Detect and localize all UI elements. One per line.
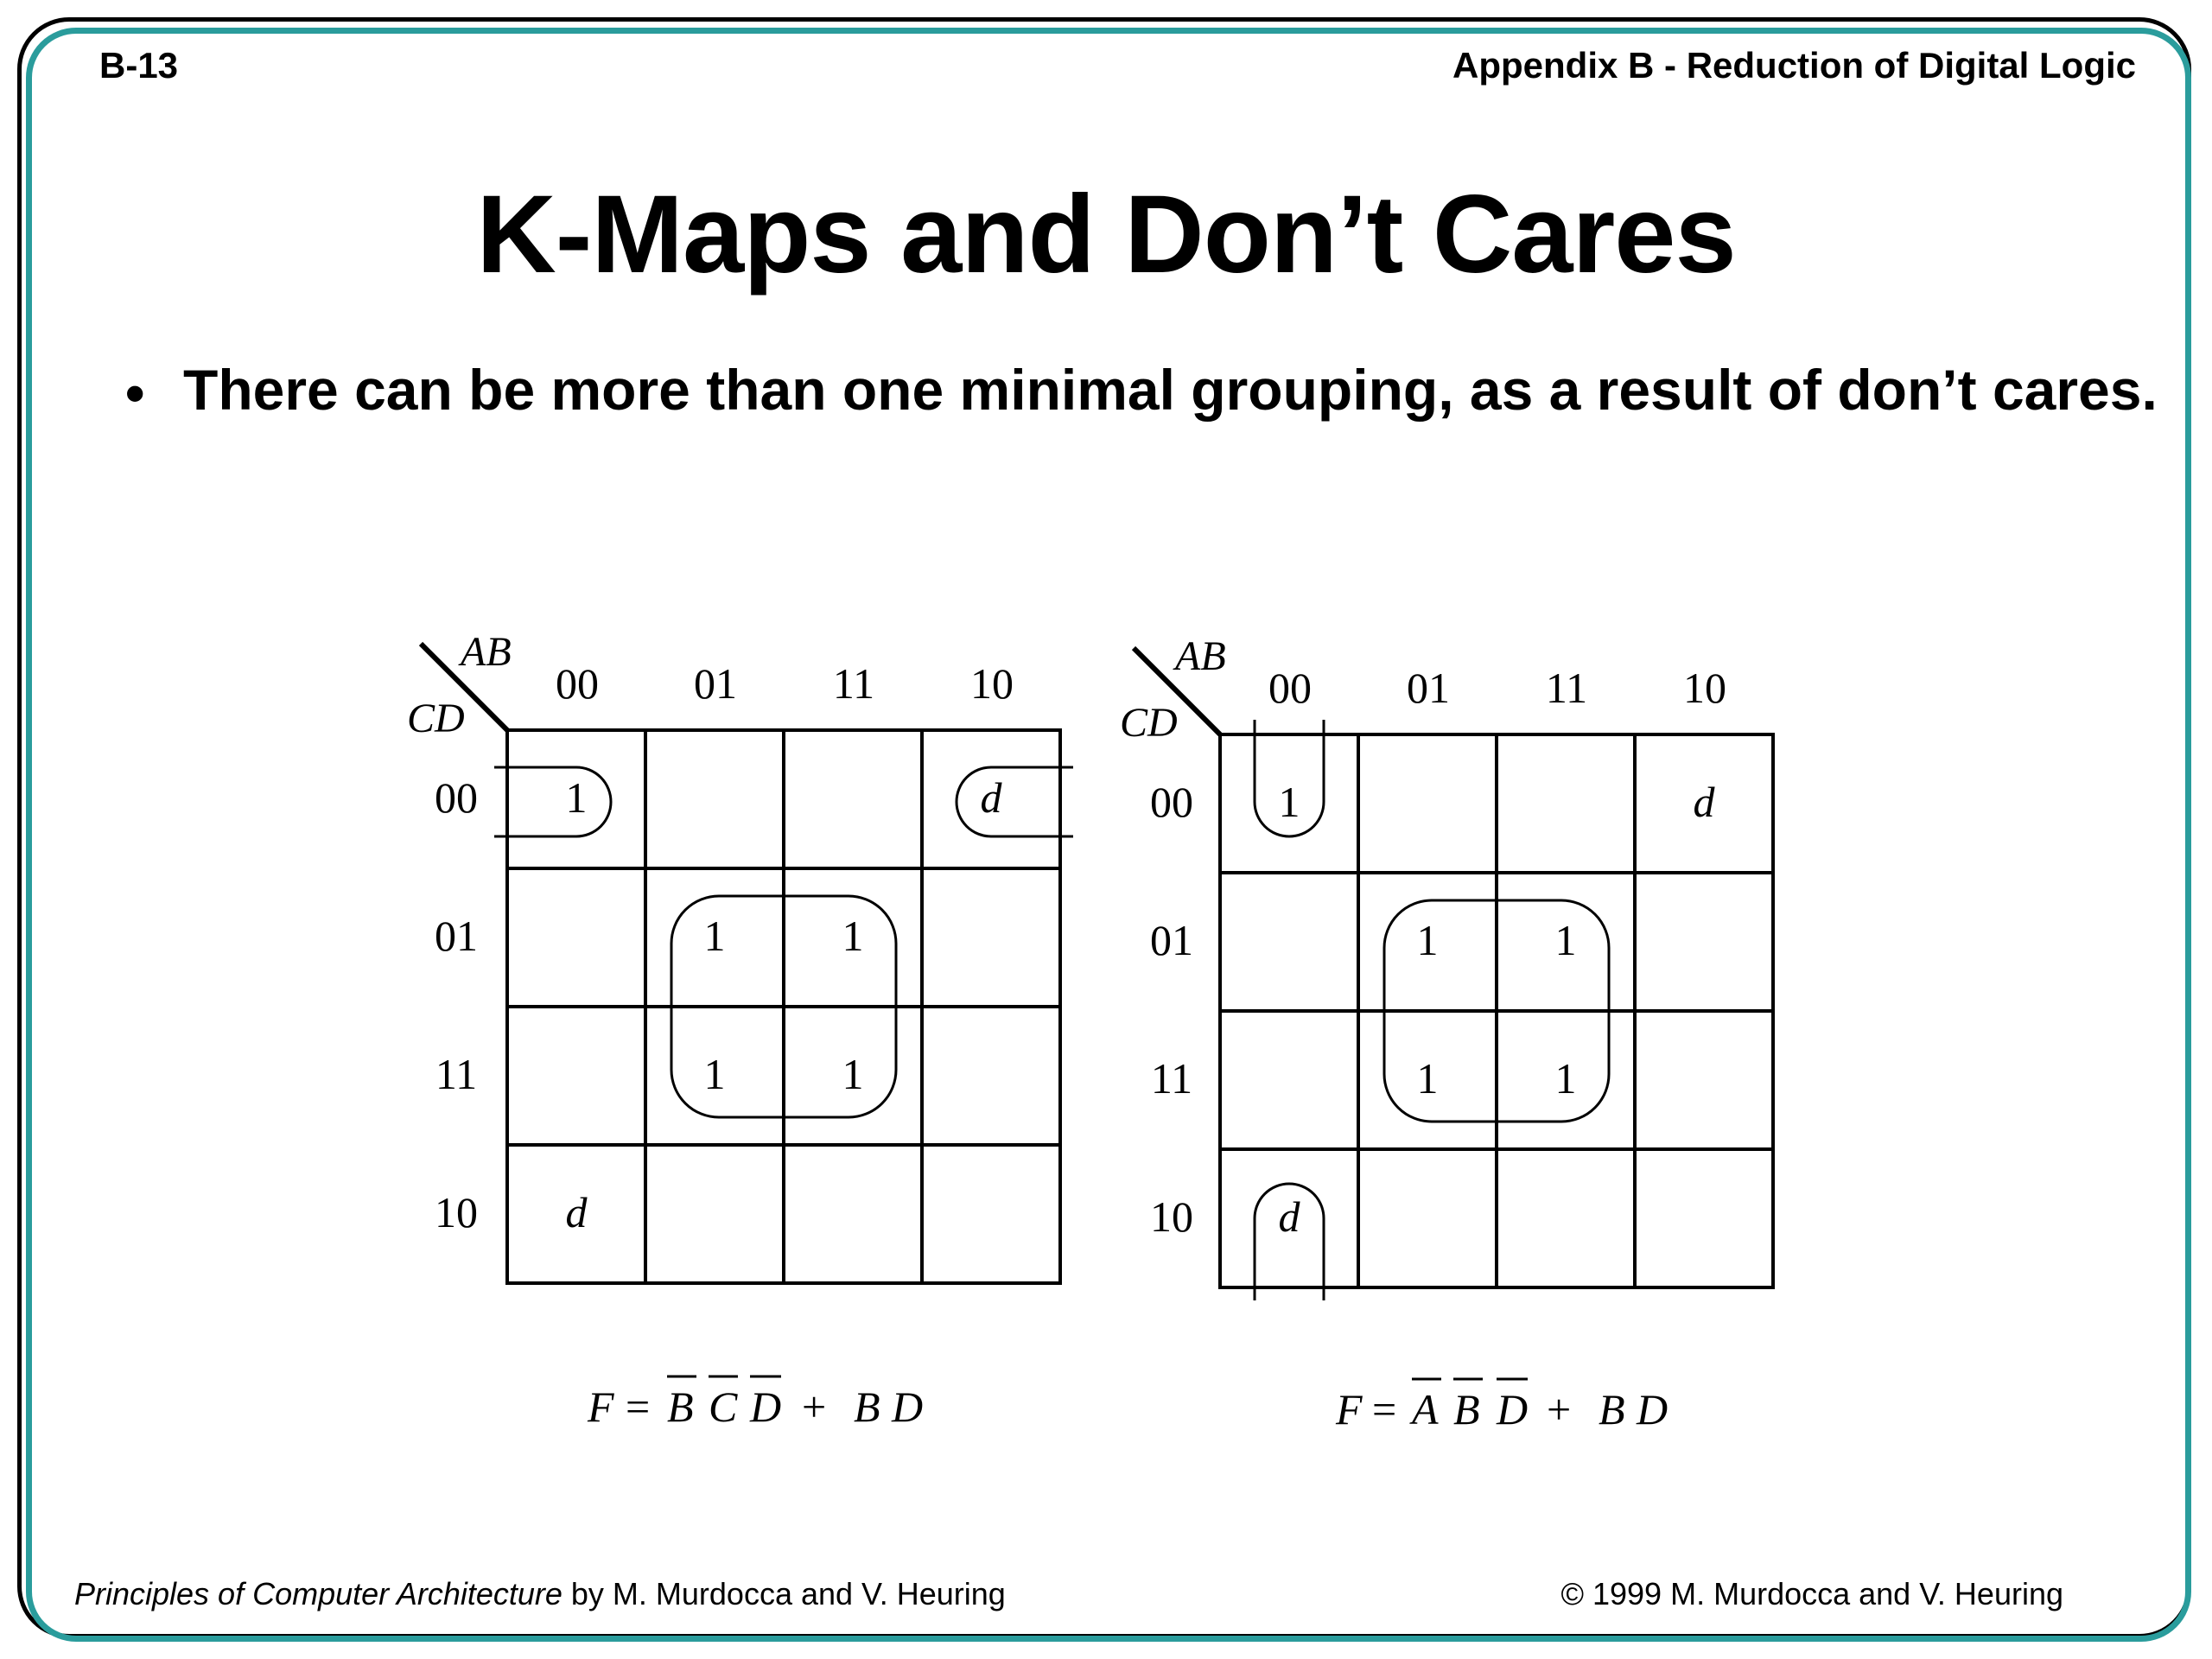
equation-variable: B [1453,1385,1480,1433]
equation-variable: D [1637,1385,1669,1433]
row-label: 00 [435,773,478,822]
corner-label-cd: CD [1120,700,1178,746]
col-label: 01 [694,659,737,708]
corner-label-cd: CD [407,696,465,741]
col-label: 11 [1545,664,1588,712]
footer-book-authors: by M. Murdocca and V. Heuring [562,1576,1006,1611]
equation-variable: B [854,1382,880,1431]
col-label: 11 [832,659,875,708]
row-label: 10 [1150,1192,1193,1241]
left-kmap [407,629,1073,1283]
col-label: 00 [1268,664,1312,712]
kmap-cell-value: d [1693,778,1715,826]
bullet-text: There can be more than one minimal grouping, as a result of don’t cares. [183,358,2158,422]
equation-equals: = [626,1382,651,1431]
equation-variable: D [750,1382,782,1431]
col-label: 01 [1407,664,1450,712]
kmap-cell-value: 1 [703,1050,726,1098]
right-kmap [1120,633,1773,1300]
chapter-title: Appendix B - Reduction of Digital Logic [1452,45,2136,86]
right-equation [1335,1379,1668,1433]
corner-label-ab: AB [1175,633,1226,679]
kmap-cell-value: d [565,1188,588,1236]
grouping-loop [494,767,611,836]
kmap-cell-value: 1 [842,1050,864,1098]
corner-label-ab: AB [461,629,512,675]
kmap-cell-value: 1 [565,773,588,822]
row-label: 11 [435,1050,478,1098]
equation-variable: A [1412,1385,1439,1433]
slide-title: K-Maps and Don’t Cares [476,173,1736,296]
row-label: 01 [435,912,478,960]
equation-variable: C [709,1382,738,1431]
equation-variable: B [667,1382,694,1431]
kmap-cell-value: d [1278,1192,1300,1241]
footer-copyright: © 1999 M. Murdocca and V. Heuring [1560,1576,2063,1611]
kmap-cell-value: d [980,773,1002,822]
equation-lhs: F [1336,1385,1363,1433]
bullet-icon: • [125,362,145,424]
footer-book-credit [74,1576,1006,1612]
row-label: 10 [435,1188,478,1236]
equation-variable: B [1599,1385,1625,1433]
kmap-cell-value: 1 [1554,916,1577,964]
equation-variable: D [1497,1385,1529,1433]
footer-book-title: Principles of Computer Architecture [74,1576,563,1611]
col-label: 10 [1683,664,1726,712]
row-label: 01 [1150,916,1193,964]
equation-plus: + [802,1382,827,1431]
kmap-cell-value: 1 [1554,1054,1577,1103]
grouping-loop [957,767,1073,836]
kmap-cell-value: 1 [842,912,864,960]
kmap-cell-value: 1 [1278,778,1300,826]
row-label: 00 [1150,778,1193,826]
equation-plus: + [1547,1385,1572,1433]
kmap-cell-value: 1 [1416,916,1439,964]
col-label: 10 [970,659,1014,708]
left-equation [587,1376,923,1431]
col-label: 00 [556,659,599,708]
row-label: 11 [1150,1054,1193,1103]
kmap-cell-value: 1 [703,912,726,960]
page-number: B-13 [99,45,179,86]
equation-variable: D [892,1382,924,1431]
kmap-cell-value: 1 [1416,1054,1439,1103]
equation-equals: = [1372,1385,1397,1433]
equation-lhs: F [588,1382,614,1431]
